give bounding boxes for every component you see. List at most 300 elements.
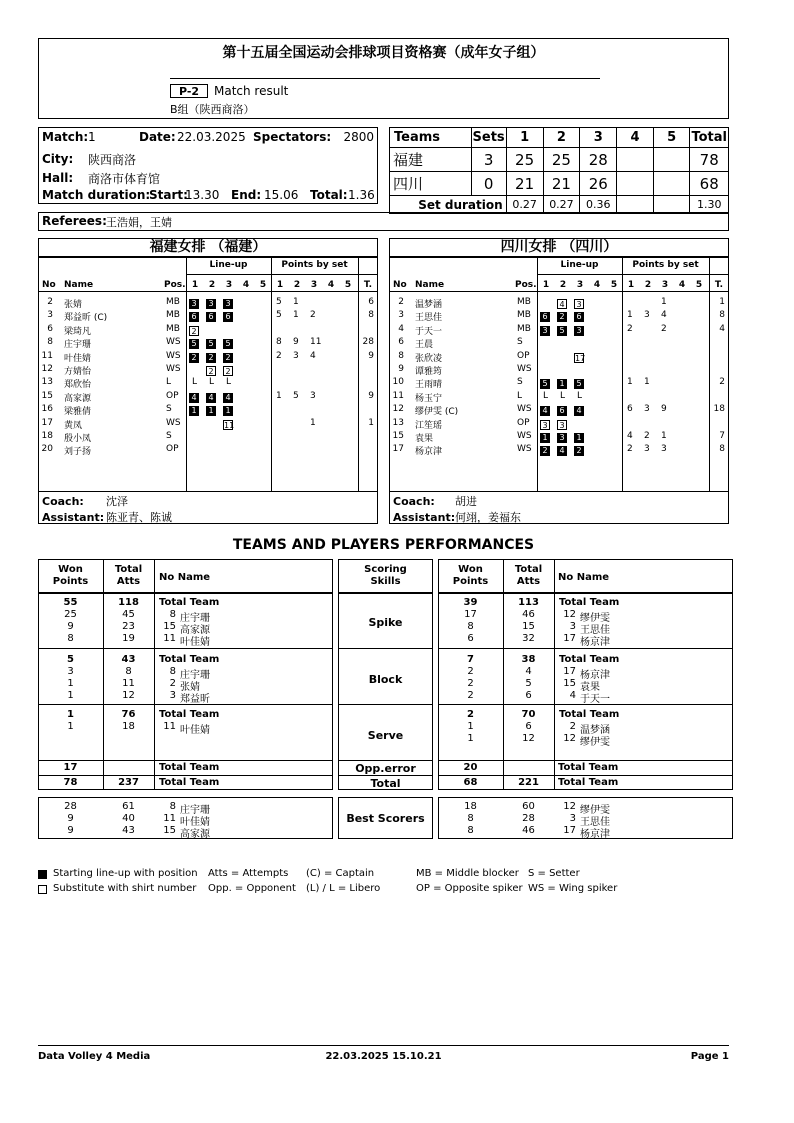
won-points: 17 (464, 609, 477, 620)
starting-position-box (574, 377, 584, 390)
player-position: OP (166, 444, 179, 455)
won-points: 1 (67, 678, 74, 689)
page-title: 第十五届全国运动会排球项目资格赛（成年女子组） (222, 45, 545, 61)
total-set-duration: 1.30 (690, 196, 729, 214)
player-name: 叶佳婧 (180, 817, 210, 828)
opp-error-label: Opp.error (355, 762, 416, 775)
right-won-points-header: Won Points (452, 564, 489, 587)
starting-position-box-value: 4 (223, 393, 233, 403)
points-set-header: 3 (661, 280, 669, 290)
total-atts: 46 (522, 609, 535, 620)
player-name: 郑益昕 (C) (64, 313, 108, 324)
team-b-assistant: 何翊，姜福东 (455, 511, 521, 524)
set-points: 8 (276, 337, 282, 348)
lineup-set-header: 3 (225, 280, 233, 290)
match-date: 22.03.2025 (177, 130, 246, 144)
player-number: 8 (47, 337, 53, 348)
player-number: 6 (47, 323, 53, 334)
column-divider (271, 257, 272, 491)
starting-position-box-value: 4 (206, 393, 216, 403)
group-label: B组（陕西商洛） (170, 103, 255, 116)
row-divider (38, 648, 333, 649)
sets-won: 3 (471, 148, 506, 172)
total-atts: 15 (522, 621, 535, 632)
set2-header: 2 (543, 128, 580, 148)
starting-position-box-value: 2 (223, 353, 233, 363)
sets-won: 0 (471, 172, 506, 196)
player-number: 8 (169, 666, 176, 677)
player-position: WS (166, 364, 181, 374)
set-points: 1 (293, 297, 299, 307)
starting-position-box-value: 1 (223, 406, 233, 416)
starting-position-box (540, 324, 550, 337)
starting-position-box (557, 404, 567, 417)
set-points: 2 (627, 323, 633, 334)
player-name: 谭雅筠 (415, 367, 443, 377)
player-number: 6 (398, 337, 404, 348)
player-number: 4 (569, 690, 576, 701)
no-header: No (42, 280, 56, 290)
player-total: 1 (719, 297, 725, 307)
date-label: Date: (139, 130, 176, 144)
player-name: 杨京津 (415, 447, 443, 458)
substitute-number-box (574, 351, 584, 364)
player-name: 高家源 (180, 625, 210, 636)
player-number: 11 (163, 721, 176, 732)
libero-marker: L (226, 377, 232, 388)
won-points: 55 (63, 597, 78, 608)
starting-position-box (557, 431, 567, 444)
set4-header: 4 (617, 128, 654, 148)
total-atts: 70 (521, 709, 536, 720)
hall-value: 商洛市体育馆 (88, 172, 161, 186)
total-atts: 118 (118, 597, 139, 608)
starting-position-box (557, 377, 567, 390)
starting-position-box (574, 404, 584, 417)
set-points: 2 (276, 350, 282, 361)
substitute-number-box-value: 2 (189, 326, 199, 336)
legend-starting: Starting line-up with position (53, 868, 198, 879)
player-number: 2 (398, 297, 404, 307)
player-position: S (166, 404, 172, 415)
skill-name-spike: Spike (368, 616, 403, 629)
player-number: 3 (569, 621, 576, 632)
starting-position-box-value: 4 (574, 406, 584, 416)
set-score: 25 (543, 148, 580, 172)
total-atts: 38 (521, 654, 536, 665)
player-position: WS (517, 364, 532, 374)
set-points: 5 (276, 297, 282, 307)
skill-name-block: Block (368, 673, 403, 686)
player-number: 13 (392, 417, 404, 428)
header-rule (38, 291, 378, 292)
total-atts: 19 (122, 633, 135, 644)
starting-position-box (540, 377, 550, 390)
row-divider (338, 648, 433, 649)
set-duration-label: Set duration (390, 196, 507, 214)
set-points: 5 (276, 310, 282, 321)
player-name: 王晨 (415, 340, 434, 351)
end-label: End: (231, 188, 262, 202)
player-total: 9 (368, 350, 374, 361)
starting-position-box (206, 391, 216, 404)
total-atts: 113 (518, 597, 539, 608)
player-position: MB (166, 323, 180, 334)
total-atts: 32 (522, 633, 535, 644)
pos-header: Pos. (164, 280, 186, 290)
team-a-coach-label: Coach: (42, 495, 84, 508)
lineup-set-header: 3 (576, 280, 584, 290)
player-name: 温梦涵 (580, 725, 610, 736)
starting-position-box-value: 3 (206, 299, 216, 309)
player-position: MB (517, 310, 531, 321)
player-position: L (517, 390, 523, 401)
won-points: 2 (467, 709, 474, 720)
player-name: 江笙瑶 (415, 420, 443, 431)
player-name: 杨京津 (580, 637, 610, 648)
substitute-number-box-value: 2 (223, 366, 233, 376)
legend-libero: (L) / L = Libero (306, 883, 381, 894)
player-total: 1 (368, 417, 374, 428)
starting-position-box-value: 2 (540, 446, 550, 456)
player-position: OP (517, 350, 530, 361)
player-number: 12 (563, 801, 576, 812)
starting-position-box-value: 5 (557, 326, 567, 336)
starting-position-box-value: 4 (540, 406, 550, 416)
player-number: 15 (41, 390, 53, 401)
total-atts: 43 (121, 654, 136, 665)
starting-position-box-value: 6 (206, 312, 216, 322)
player-name: 郑欣怡 (64, 380, 92, 391)
player-position: WS (166, 417, 181, 428)
starting-position-box (189, 351, 199, 364)
set1-header: 1 (506, 128, 543, 148)
spectators-label: Spectators: (253, 130, 332, 144)
substitute-number-box-value: 17 (575, 353, 586, 363)
team-b-coach-label: Coach: (393, 495, 435, 508)
team-total-label: Total Team (159, 762, 220, 773)
set-points: 1 (293, 310, 299, 321)
footer-rule (38, 1045, 729, 1046)
set-points: 2 (627, 444, 633, 455)
team-total-label: Total Team (559, 709, 620, 720)
won-points: 8 (467, 825, 474, 836)
player-number: 10 (392, 377, 404, 388)
lineup-set-header: 5 (610, 280, 618, 290)
team-b-coach-divider (389, 491, 729, 492)
player-number: 20 (41, 444, 53, 455)
set-points: 3 (644, 444, 650, 455)
won-points: 9 (67, 813, 74, 824)
footer-page: Page 1 (690, 1051, 729, 1062)
starting-position-box-value: 6 (189, 312, 199, 322)
player-total: 28 (362, 337, 374, 348)
player-number: 13 (41, 377, 53, 388)
score-header-row (390, 128, 729, 148)
won-points: 8 (467, 813, 474, 824)
player-total: 6 (368, 297, 374, 307)
team-b-title: 四川女排 （四川） (500, 239, 618, 255)
starting-position-box-value: 3 (189, 299, 199, 309)
team-a-coach: 沈泽 (106, 495, 128, 508)
starting-position-box (189, 404, 199, 417)
starting-position-box (574, 444, 584, 457)
set-points: 4 (661, 310, 667, 321)
starting-position-box-value: 6 (223, 312, 233, 322)
starting-position-box (189, 310, 199, 323)
substitute-number-box-value: 3 (540, 420, 550, 430)
legend-captain: (C) = Captain (306, 868, 375, 879)
player-name: 张婧 (180, 682, 200, 693)
set-points: 11 (310, 337, 322, 348)
player-name: 缪伊雯 (580, 613, 610, 624)
sets-header: Sets (471, 128, 506, 148)
header-subrule (186, 274, 378, 275)
set-duration: 0.36 (580, 196, 617, 214)
set-points: 3 (644, 404, 650, 415)
set-score (617, 172, 654, 196)
lineup-set-header: 4 (242, 280, 250, 290)
player-name: 张婧 (64, 300, 83, 310)
player-number: 8 (169, 609, 176, 620)
total-atts: 60 (522, 801, 535, 812)
starting-position-box (540, 310, 550, 323)
total-atts: 11 (122, 678, 135, 689)
starting-position-box-value: 6 (540, 312, 550, 322)
starting-position-box-value: 4 (189, 393, 199, 403)
set-points: 1 (276, 390, 282, 401)
won-points: 1 (67, 721, 74, 732)
set-duration-row (390, 196, 729, 214)
total-atts: 5 (525, 678, 532, 689)
starting-position-box (574, 310, 584, 323)
player-number: 17 (41, 417, 53, 428)
team-a-coach-divider (38, 491, 378, 492)
starting-position-box (206, 310, 216, 323)
scoring-skills-header: Scoring Skills (364, 564, 407, 587)
player-number: 2 (569, 721, 576, 732)
legend-op: OP = Opposite spiker (416, 883, 523, 894)
starting-position-box-value: 1 (206, 406, 216, 416)
set-points: 1 (644, 377, 650, 388)
player-name: 张欣凌 (415, 353, 443, 364)
player-name: 庄宇珊 (180, 613, 210, 624)
player-name: 袁果 (415, 434, 434, 444)
starting-position-box (574, 324, 584, 337)
team-total: 68 (690, 172, 729, 196)
substitute-number-box (223, 364, 233, 377)
player-name: 梁雅倩 (64, 407, 92, 418)
player-number: 8 (169, 801, 176, 812)
total-atts: 4 (525, 666, 532, 677)
player-number: 17 (563, 633, 576, 644)
won-points: 2 (467, 678, 474, 689)
name-header: Name (415, 280, 445, 290)
city-value: 陕西商洛 (88, 153, 137, 167)
starting-position-box-value: 6 (574, 312, 584, 322)
column-divider (537, 257, 538, 491)
total-atts: 18 (122, 721, 135, 732)
no-header: No (393, 280, 407, 290)
player-total: 18 (713, 404, 725, 415)
won-points: 2 (467, 690, 474, 701)
set-score (617, 148, 654, 172)
team-total-label: Total Team (159, 654, 220, 665)
player-position: MB (166, 310, 180, 321)
points-set-header: 1 (627, 280, 635, 290)
player-position: L (166, 377, 172, 388)
total-atts: 221 (518, 777, 539, 788)
player-number: 2 (47, 297, 53, 307)
end-value: 15.06 (264, 188, 299, 202)
starting-position-box (189, 337, 199, 350)
total-atts: 8 (125, 666, 132, 677)
libero-marker: L (577, 390, 583, 401)
set-duration (617, 196, 654, 214)
player-name: 郑益昕 (180, 694, 210, 705)
player-name: 王思佳 (415, 313, 443, 324)
starting-position-box (206, 351, 216, 364)
total-atts: 6 (525, 721, 532, 732)
set-points: 2 (644, 431, 650, 441)
set5-header: 5 (653, 128, 690, 148)
set-points: 2 (661, 323, 667, 334)
points-set-header: 4 (678, 280, 686, 290)
total-atts: 28 (522, 813, 535, 824)
set-score (653, 172, 690, 196)
total-atts: 23 (122, 621, 135, 632)
player-total: 7 (719, 431, 725, 441)
player-name: 于天一 (415, 326, 443, 337)
substitute-number-box (557, 418, 567, 431)
team-total-label: Total Team (559, 654, 620, 665)
total-atts: 45 (122, 609, 135, 620)
points-set-header: 1 (276, 280, 284, 290)
total-duration-value: 1.36 (348, 188, 375, 202)
player-number: 3 (169, 690, 176, 701)
player-total: 4 (719, 323, 725, 334)
starting-position-box-value: 1 (189, 406, 199, 416)
total-atts: 12 (522, 733, 535, 744)
player-position: WS (517, 444, 532, 455)
player-position: OP (166, 390, 179, 401)
player-name: 庄宇珊 (64, 340, 92, 351)
referees-label: Referees: (42, 214, 107, 228)
player-total: 9 (368, 390, 374, 401)
team-name: 四川 (390, 172, 472, 196)
column-divider (358, 257, 359, 491)
total-label: Total: (310, 188, 348, 202)
set-points: 5 (293, 390, 299, 401)
team-b-assistant-label: Assistant: (393, 511, 456, 524)
row-divider (338, 704, 433, 705)
won-points: 9 (67, 825, 74, 836)
won-points: 1 (67, 690, 74, 701)
player-name: 方婧怡 (64, 367, 92, 377)
libero-marker: L (560, 390, 566, 401)
player-name: 叶佳婧 (180, 725, 210, 736)
lineup-set-header: 1 (542, 280, 550, 290)
won-points: 3 (67, 666, 74, 677)
points-by-set-header: Points by set (281, 260, 348, 270)
starting-position-box (223, 404, 233, 417)
won-points: 39 (463, 597, 478, 608)
team-a-assistant: 陈亚青、陈诚 (106, 511, 172, 524)
set-points: 3 (644, 310, 650, 321)
player-name: 杨京津 (580, 829, 610, 840)
player-name: 袁果 (580, 682, 600, 693)
right-total-atts-header: Total Atts (514, 564, 543, 587)
row-divider (338, 760, 433, 761)
score-row (390, 148, 729, 172)
starting-position-box-value: 5 (206, 339, 216, 349)
player-position: MB (166, 297, 180, 307)
row-divider (438, 648, 733, 649)
starting-position-box-value: 1 (557, 379, 567, 389)
substitute-number-box (206, 364, 216, 377)
footer-timestamp: 22.03.2025 15.10.21 (325, 1051, 442, 1062)
player-name: 刘子扬 (64, 447, 92, 458)
starting-position-box-value: 3 (557, 433, 567, 443)
pos-header: Pos. (515, 280, 537, 290)
legend-ws: WS = Wing spiker (528, 883, 618, 894)
player-number: 3 (569, 813, 576, 824)
starting-position-box-value: 3 (223, 299, 233, 309)
team-b-coach: 胡进 (455, 495, 477, 508)
player-name: 温梦涵 (415, 300, 443, 310)
won-points: 78 (63, 777, 78, 788)
spectators-value: 2800 (343, 130, 374, 144)
team-total-label: Total Team (558, 762, 619, 773)
player-position: WS (166, 337, 181, 348)
starting-position-box-value: 2 (206, 353, 216, 363)
player-name: 梁琦凡 (64, 326, 92, 337)
player-number: 17 (563, 666, 576, 677)
starting-position-box-value: 5 (189, 339, 199, 349)
team-total-label: Total Team (559, 597, 620, 608)
won-points: 7 (467, 654, 474, 665)
player-number: 17 (563, 825, 576, 836)
starting-position-box (540, 444, 550, 457)
total-header: T. (363, 280, 373, 290)
set-points: 1 (661, 297, 667, 307)
row-divider (338, 775, 433, 776)
set-duration: 0.27 (506, 196, 543, 214)
total-label: Total (370, 777, 401, 790)
total-atts: 61 (122, 801, 135, 812)
left-no-name-header: No Name (159, 572, 211, 583)
player-name: 庄宇珊 (180, 805, 210, 816)
player-name: 缪伊雯 (580, 737, 610, 748)
starting-position-box (557, 310, 567, 323)
set-points: 4 (627, 431, 633, 441)
teams-header: Teams (390, 128, 472, 148)
starting-position-box (223, 351, 233, 364)
set-duration (653, 196, 690, 214)
total-atts: 43 (122, 825, 135, 836)
player-name: 杨京津 (580, 670, 610, 681)
set-points: 9 (293, 337, 299, 348)
starting-position-box (574, 431, 584, 444)
won-points: 6 (467, 633, 474, 644)
player-number: 12 (563, 609, 576, 620)
city-label: City: (42, 152, 74, 166)
set-points: 3 (310, 390, 316, 401)
player-name: 缪伊雯 (C) (415, 407, 459, 418)
set3-header: 3 (580, 128, 617, 148)
won-points: 1 (67, 709, 74, 720)
player-name: 庄宇珊 (180, 670, 210, 681)
